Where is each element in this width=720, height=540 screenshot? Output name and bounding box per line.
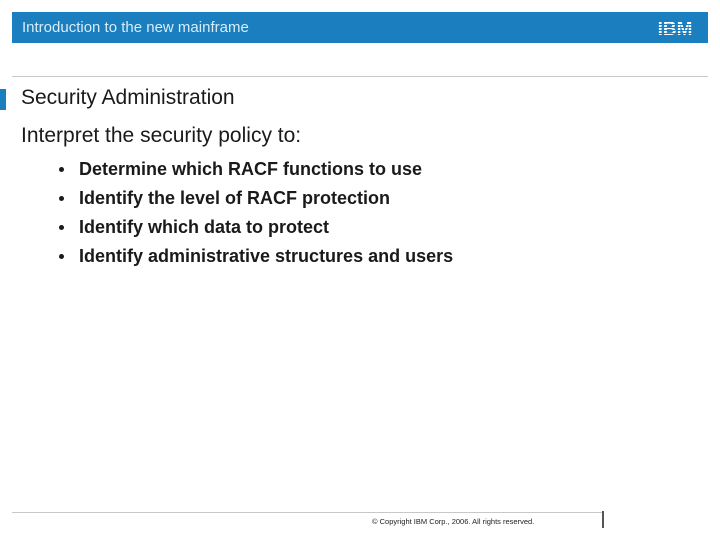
section-accent-bar	[0, 89, 6, 110]
bullet-text: Identify which data to protect	[79, 217, 330, 237]
intro-text: Interpret the security policy to:	[21, 124, 302, 147]
footer-divider	[12, 512, 603, 513]
header-bar	[12, 12, 708, 43]
section-title: Security Administration	[21, 86, 235, 109]
header-title: Introduction to the new mainframe	[22, 19, 249, 36]
title-divider	[12, 76, 708, 77]
ibm-logo	[652, 19, 698, 37]
bullet-text: Identify the level of RACF protection	[79, 188, 391, 208]
bullet-dot-icon	[59, 196, 64, 201]
bullet-dot-icon	[59, 167, 64, 172]
bullet-text: Identify administrative structures and users	[79, 246, 454, 266]
bullet-dot-icon	[59, 225, 64, 230]
bullet-dot-icon	[59, 254, 64, 259]
footer-tick	[602, 511, 604, 528]
ibm-logo-text: IBM	[657, 19, 693, 37]
copyright-text: © Copyright IBM Corp., 2006. All rights reserved.	[372, 517, 535, 526]
bullet-text: Determine which RACF functions to use	[79, 159, 423, 179]
